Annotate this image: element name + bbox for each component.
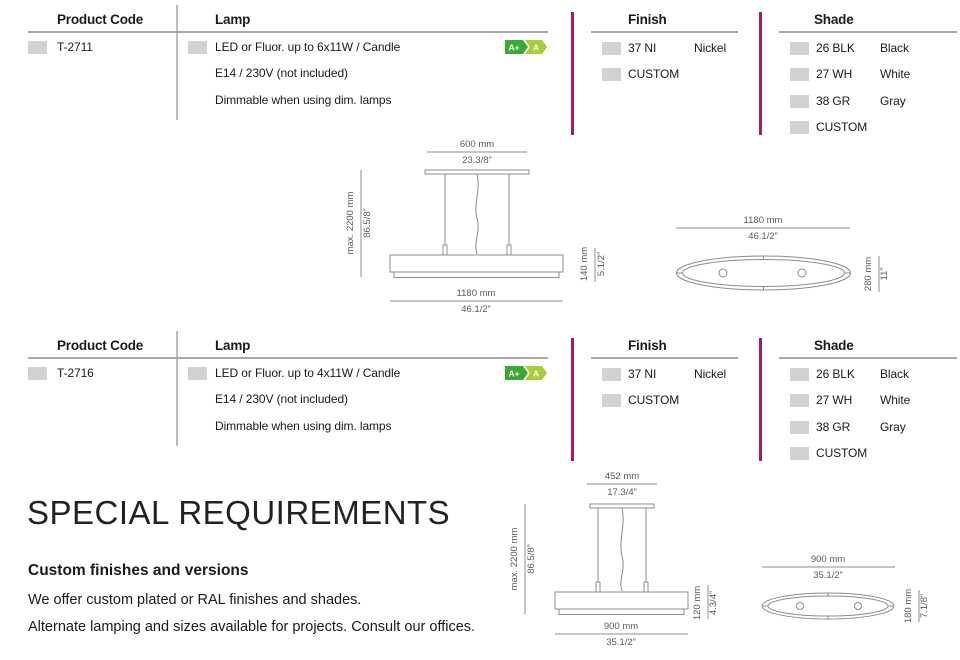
header-underline xyxy=(28,357,548,359)
special-requirements-paragraph: Alternate lamping and sizes available for projects. Consult our offices. xyxy=(28,619,476,635)
swatch-box xyxy=(790,394,809,407)
dim-drop-mm: max. 2200 mm xyxy=(509,527,520,591)
ceiling-canopy xyxy=(590,504,654,508)
header-underline xyxy=(591,31,738,33)
column-header-finish: Finish xyxy=(628,338,667,353)
swatch-box xyxy=(28,41,47,54)
dim-plan-depth-in: 11” xyxy=(879,267,890,281)
swatch-box xyxy=(790,42,809,55)
dim-width-in: 35.1/2” xyxy=(606,637,636,648)
swatch-box xyxy=(28,367,47,380)
swatch-box xyxy=(790,421,809,434)
plan-outline xyxy=(762,593,894,619)
shade-code: 27 WH xyxy=(816,67,853,81)
dim-drop-mm: max. 2200 mm xyxy=(345,191,356,255)
product-code: T-2716 xyxy=(57,366,94,380)
lamp-spec-line: Dimmable when using dim. lamps xyxy=(215,93,392,107)
special-requirements-subtitle: Custom finishes and versions xyxy=(28,562,249,579)
dim-plan-depth-in: 7.1/8” xyxy=(919,593,930,619)
dim-body-height-mm: 120 mm xyxy=(692,585,703,621)
plan-outline xyxy=(677,256,851,290)
swatch-box xyxy=(188,367,207,380)
shade-name: Gray xyxy=(880,420,906,434)
shade-name: Black xyxy=(880,367,909,381)
lamp-spec-line: Dimmable when using dim. lamps xyxy=(215,419,392,433)
dim-canopy-in: 23.3/8” xyxy=(462,155,492,166)
section-divider-magenta xyxy=(759,338,762,461)
energy-aplus-label: A+ xyxy=(508,368,520,379)
section-divider-magenta xyxy=(571,338,574,461)
lamp-spec-line: E14 / 230V (not included) xyxy=(215,392,348,406)
lamp-spec-line: E14 / 230V (not included) xyxy=(215,66,348,80)
column-header-lamp: Lamp xyxy=(215,12,251,27)
ceiling-canopy xyxy=(425,170,529,174)
special-requirements-paragraph: We offer custom plated or RAL finishes and shades. xyxy=(28,592,362,608)
dim-canopy-in: 17.3/4” xyxy=(607,487,637,498)
header-underline xyxy=(779,357,957,359)
dim-plan-width-in: 46.1/2” xyxy=(748,231,778,242)
dim-canopy-mm: 600 mm xyxy=(459,139,495,150)
header-underline xyxy=(591,357,738,359)
energy-rating-badge xyxy=(505,366,551,380)
plan-view-drawing-t2711 xyxy=(655,212,915,312)
dim-plan-depth-mm: 180 mm xyxy=(903,588,914,624)
shade-name: White xyxy=(880,393,911,407)
finish-code: 37 NI xyxy=(628,367,657,381)
product-section-t2711 xyxy=(0,0,960,150)
product-code: T-2711 xyxy=(57,40,93,54)
swatch-box xyxy=(602,42,621,55)
shade-code: 38 GR xyxy=(816,420,851,434)
section-divider-magenta xyxy=(759,12,762,135)
shade-code: 26 BLK xyxy=(816,367,855,381)
special-requirements-title: SPECIAL REQUIREMENTS xyxy=(27,494,451,531)
dim-plan-width-mm: 900 mm xyxy=(810,554,846,565)
shade-code: CUSTOM xyxy=(816,446,868,460)
side-view-drawing-t2716 xyxy=(490,468,750,653)
section-divider-magenta xyxy=(571,12,574,135)
finish-name: Nickel xyxy=(694,367,727,381)
swatch-box xyxy=(602,368,621,381)
dim-body-height-in: 5.1/2” xyxy=(596,251,607,277)
header-underline xyxy=(28,31,548,33)
product-section-t2716 xyxy=(0,326,960,476)
energy-aplus-label: A+ xyxy=(508,42,520,53)
column-divider-gray xyxy=(176,331,178,446)
column-header-product-code: Product Code xyxy=(57,12,144,27)
dim-width-mm: 900 mm xyxy=(603,621,639,632)
plan-view-drawing-t2716 xyxy=(742,548,942,643)
dim-body-height-in: 4.3/4” xyxy=(708,590,719,616)
dim-plan-depth-mm: 280 mm xyxy=(863,256,874,292)
power-cord xyxy=(476,174,478,254)
mounting-hole xyxy=(797,603,804,610)
shade-name: White xyxy=(880,67,911,81)
shade-name: Black xyxy=(880,41,909,55)
swatch-box xyxy=(790,95,809,108)
dim-width-mm: 1180 mm xyxy=(456,288,496,299)
shade-name: Gray xyxy=(880,94,906,108)
lamp-shade-body xyxy=(555,592,688,609)
finish-code: CUSTOM xyxy=(628,393,680,407)
column-header-shade: Shade xyxy=(814,338,854,353)
dim-plan-width-mm: 1180 mm xyxy=(743,215,783,226)
column-header-shade: Shade xyxy=(814,12,854,27)
swatch-box xyxy=(790,68,809,81)
lamp-diffuser xyxy=(559,609,684,615)
header-underline xyxy=(779,31,957,33)
shade-code: 26 BLK xyxy=(816,41,855,55)
swatch-box xyxy=(790,121,809,134)
swatch-box xyxy=(602,68,621,81)
dim-body-height-mm: 140 mm xyxy=(579,246,590,282)
mounting-hole xyxy=(719,269,727,277)
dim-width-in: 46.1/2” xyxy=(461,304,491,315)
lamp-spec-line: LED or Fluor. up to 4x11W / Candle xyxy=(215,366,401,380)
column-header-finish: Finish xyxy=(628,12,667,27)
energy-a-label: A xyxy=(532,42,540,53)
finish-code: CUSTOM xyxy=(628,67,680,81)
lamp-shade-body xyxy=(390,255,563,272)
swatch-box xyxy=(790,447,809,460)
swatch-box xyxy=(188,41,207,54)
shade-code: CUSTOM xyxy=(816,120,868,134)
mounting-hole xyxy=(855,603,862,610)
column-divider-gray xyxy=(176,5,178,120)
lamp-diffuser xyxy=(394,272,559,278)
shade-code: 27 WH xyxy=(816,393,853,407)
lamp-spec-line: LED or Fluor. up to 6x11W / Candle xyxy=(215,40,401,54)
dim-plan-width-in: 35.1/2” xyxy=(813,570,843,581)
dim-canopy-mm: 452 mm xyxy=(604,471,640,482)
swatch-box xyxy=(602,394,621,407)
mounting-hole xyxy=(798,269,806,277)
column-header-lamp: Lamp xyxy=(215,338,251,353)
column-header-product-code: Product Code xyxy=(57,338,144,353)
energy-rating-badge xyxy=(505,40,551,54)
finish-code: 37 NI xyxy=(628,41,657,55)
swatch-box xyxy=(790,368,809,381)
energy-a-label: A xyxy=(532,368,540,379)
side-view-drawing-t2711 xyxy=(330,136,620,318)
dim-drop-in: 86.5/8” xyxy=(362,208,373,238)
power-cord xyxy=(621,508,623,591)
shade-code: 38 GR xyxy=(816,94,851,108)
dim-drop-in: 86.5/8” xyxy=(526,544,537,574)
finish-name: Nickel xyxy=(694,41,727,55)
